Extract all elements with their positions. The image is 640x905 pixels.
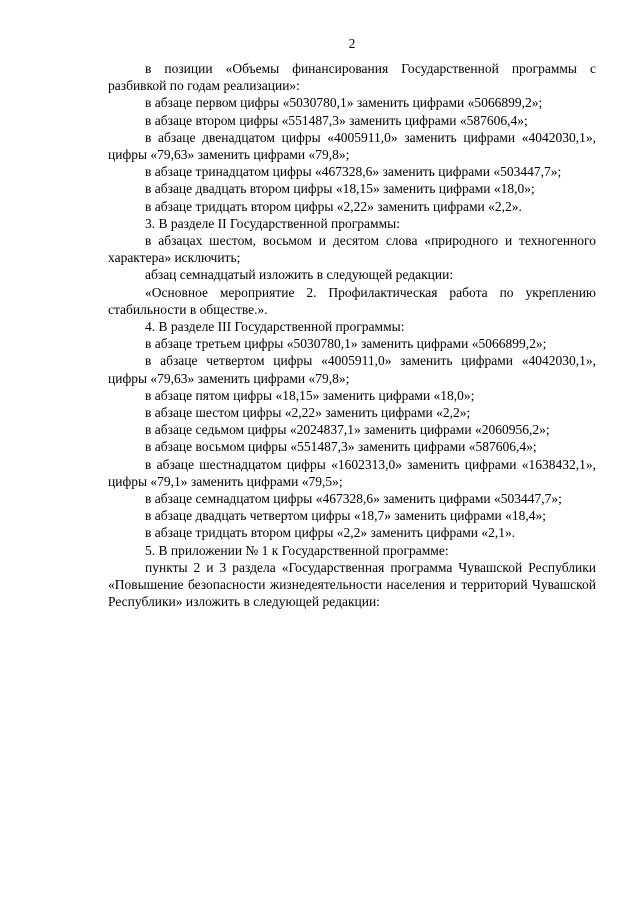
paragraph-amendment: в абзаце шестнадцатом цифры «1602313,0» заменить цифрами «1638432,1», цифры «79,1» заменить цифрами «79,5»; <box>108 456 596 489</box>
paragraph-amendment: в абзаце тридцать втором цифры «2,22» заменить цифрами «2,2». <box>145 198 522 214</box>
paragraph-amendment: в абзаце семнадцатом цифры «467328,6» заменить цифрами «503447,7»; <box>145 491 562 507</box>
paragraph-amendment: в абзаце восьмом цифры «551487,3» заменить цифрами «587606,4»; <box>145 439 537 455</box>
paragraph-amendment: в абзаце первом цифры «5030780,1» заменить цифрами «5066899,2»; <box>145 95 543 111</box>
paragraph-amendment: в абзаце пятом цифры «18,15» заменить цифрами «18,0»; <box>145 387 475 403</box>
section-heading: 4. В разделе III Государственной программы: <box>145 319 405 335</box>
section-heading: 3. В разделе II Государственной программы: <box>145 215 400 231</box>
paragraph-amendment: в абзаце тринадцатом цифры «467328,6» заменить цифрами «503447,7»; <box>145 164 562 180</box>
paragraph-amendment: пункты 2 и 3 раздела «Государственная программа Чувашской Республики «Повышение безопасности жизнедеятельности населения и территорий Чувашской Республики» изложить в следующей редакции: <box>108 559 596 610</box>
paragraph-amendment: в абзаце двенадцатом цифры «4005911,0» заменить цифрами «4042030,1», цифры «79,63» заменить цифрами «79,8»; <box>108 129 596 163</box>
paragraph-amendment: в абзаце четвертом цифры «4005911,0» заменить цифрами «4042030,1», цифры «79,63» заменить цифрами «79,8»; <box>108 353 596 386</box>
section-heading: 5. В приложении № 1 к Государственной программе: <box>145 542 449 558</box>
paragraph-amendment: в абзаце двадцать втором цифры «18,15» заменить цифрами «18,0»; <box>145 181 535 197</box>
paragraph-amendment: в абзаце втором цифры «551487,3» заменить цифрами «587606,4»; <box>145 112 528 128</box>
paragraph-amendment: в абзаце тридцать втором цифры «2,2» заменить цифрами «2,1». <box>145 525 516 541</box>
paragraph-amendment: в абзаце двадцать четвертом цифры «18,7» заменить цифрами «18,4»; <box>145 508 547 524</box>
paragraph-funding-position: в позиции «Объемы финансирования Государственной программы с разбивкой по годам реализации»: <box>108 61 596 94</box>
paragraph-amendment: в абзаце седьмом цифры «2024837,1» заменить цифрами «2060956,2»; <box>145 422 550 438</box>
paragraph-amendment: в абзаце третьем цифры «5030780,1» заменить цифрами «5066899,2»; <box>145 336 547 352</box>
paragraph-amendment: в абзаце шестом цифры «2,22» заменить цифрами «2,2»; <box>145 405 471 421</box>
paragraph-amendment: в абзацах шестом, восьмом и десятом слова «природного и техногенного характера» исключить; <box>108 233 596 266</box>
paragraph-amendment: абзац семнадцатый изложить в следующей редакции: <box>145 267 454 283</box>
paragraph-quote: «Основное мероприятие 2. Профилактическая работа по укреплению стабильности в обществе.». <box>108 284 596 317</box>
document-page <box>108 36 596 611</box>
page-number: 2 <box>348 36 356 51</box>
